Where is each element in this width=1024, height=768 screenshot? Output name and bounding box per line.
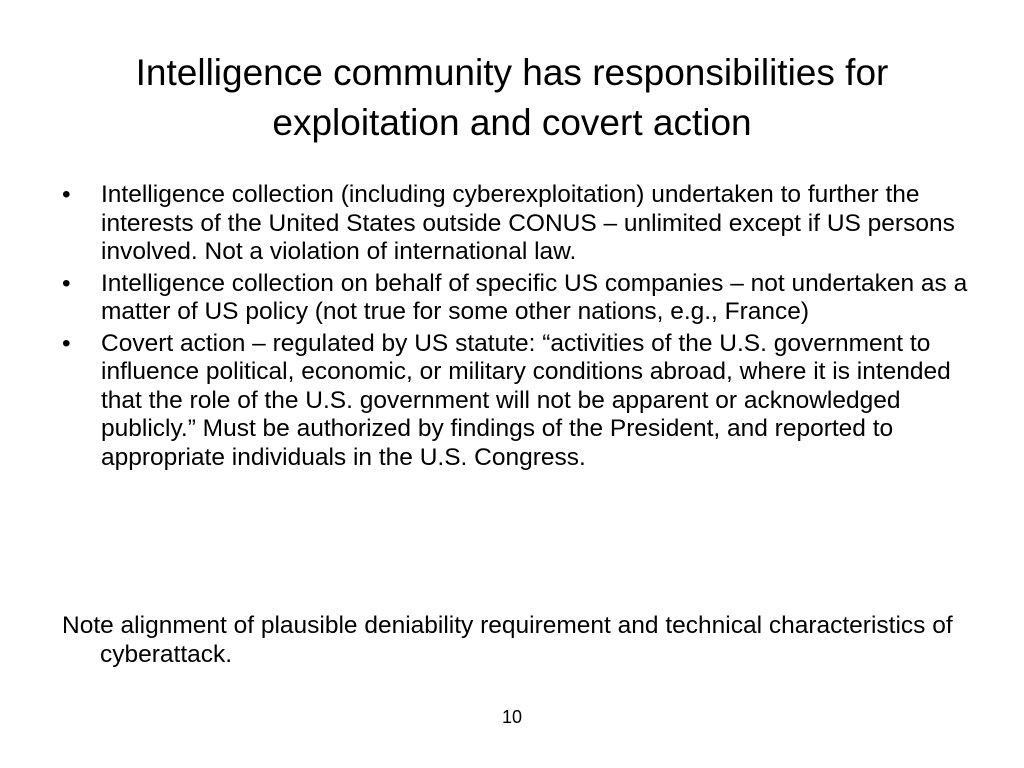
slide-note: Note alignment of plausible deniability requirement and technical characteristics of cyberattack. — [62, 612, 953, 668]
bullet-marker: • — [62, 181, 71, 208]
bullet-text: Intelligence collection on behalf of specific US companies – not undertaken as a matter of US policy (not true for some other nations, e.g., France) — [101, 269, 968, 325]
bullet-text: Covert action – regulated by US statute: “activities of the U.S. government to influence political, economic, or military conditions abroad, where it is intended that the role of the U.S. government will not be apparent or acknowledged publicly.” Must be authorized by findings of the President, and reported to appropriate individuals in the U.S. Congress. — [101, 329, 951, 471]
bullet-item — [62, 181, 972, 267]
bullet-marker: • — [62, 269, 71, 297]
bullet-marker: • — [62, 329, 71, 357]
page-number: 10 — [501, 707, 523, 727]
bullet-item — [62, 270, 972, 327]
bullet-list — [62, 181, 972, 475]
slide-title: Intelligence community has responsibilities for exploitation and covert action — [135, 52, 889, 143]
bullet-text: Intelligence collection (including cyberexploitation) undertaken to further the interests of the United States outside CONUS – unlimited except if US persons involved. Not a violation of international law. — [101, 181, 955, 265]
bullet-item — [62, 330, 972, 473]
